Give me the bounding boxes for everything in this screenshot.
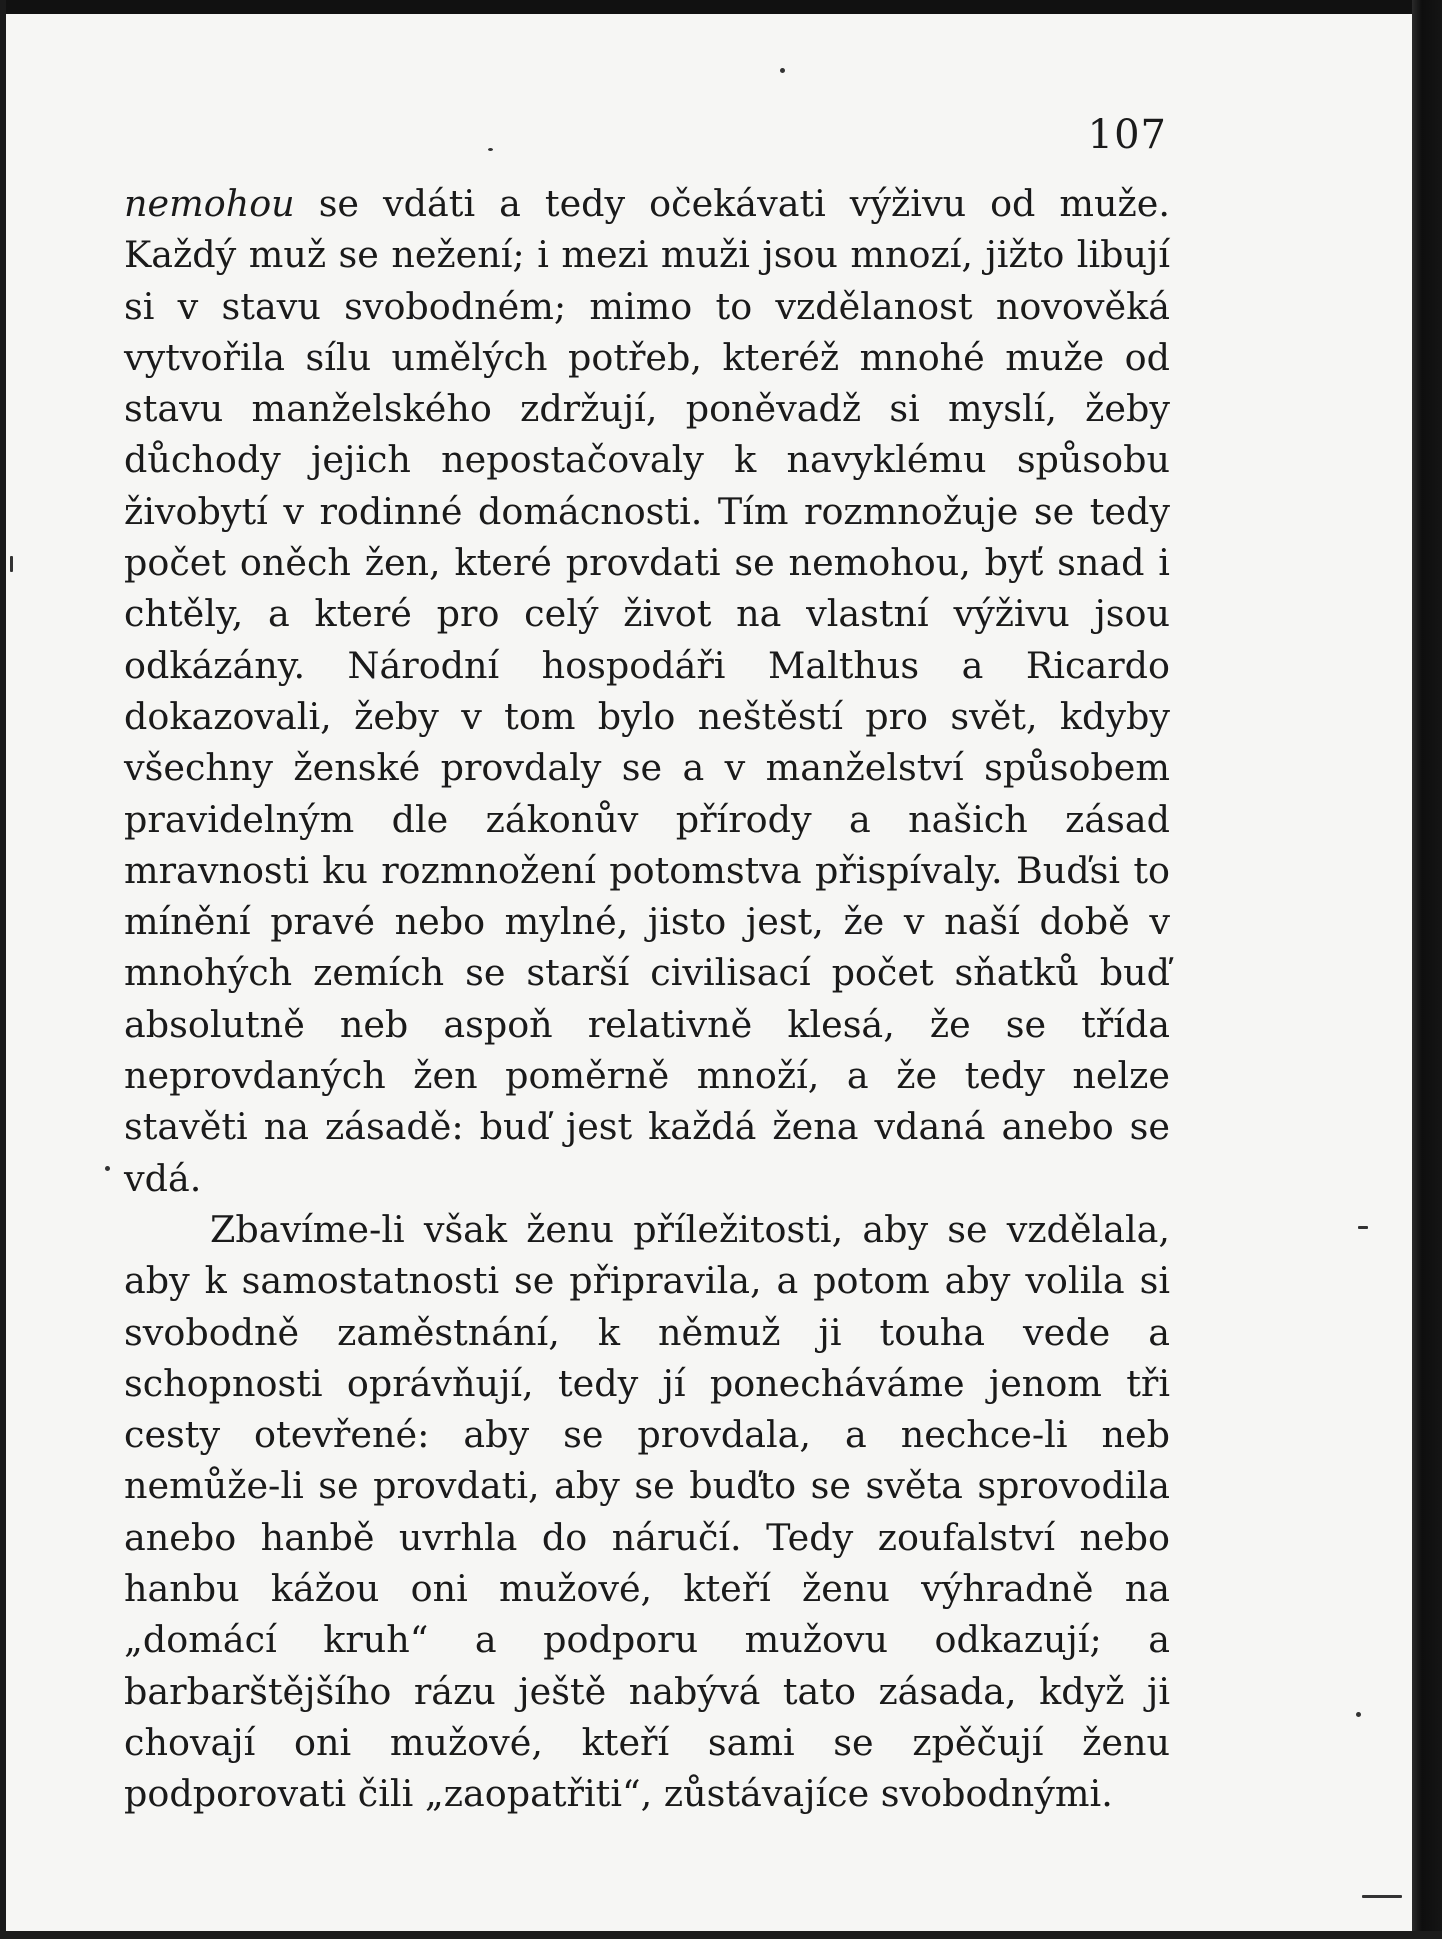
scan-speck [1358, 1226, 1368, 1229]
scan-speck [488, 148, 493, 151]
scan-border-top [0, 0, 1442, 14]
scan-speck [1356, 1712, 1361, 1717]
paragraph-text: Zbavíme-li však ženu příležitosti, aby se vzdělala, aby k samostatnosti se připravila, a potom aby volila si svobodně zaměstnání, k němuž ji touha vede a schopnosti oprávňují, tedy jí ponecháváme jenom tři cesty otevřené: aby se provdala, a nechce-li neb nemůže-li se provdati, aby se buďto se světa sprovodila anebo hanbě uvrhla do náručí. Tedy zoufalství nebo hanbu kážou oni mužové, kteří ženu výhradně na „domácí kruh“ a podporu mužovu odkazují; a barbarštějšího rázu ještě nabývá tato zásada, když ji chovají oni mužové, kteří sami se zpěčují ženu podporovati čili „zaopatřiti“, zůstávajíce svobodnými. [124, 1207, 1170, 1816]
scan-speck [1362, 1895, 1402, 1898]
scan-border-left [0, 0, 6, 1939]
scan-border-right [1412, 0, 1442, 1939]
paragraph-text: se vdáti a tedy očekávati výživu od muže. Každý muž se nežení; i mezi muži jsou mnozí, jižto libují si v stavu svobodném; mimo to vzdělanost novověká vytvořila sílu umělých potřeb, kteréž mnohé muže od stavu manželského zdržují, poněvadž si myslí, žeby důchody jejich nepostačovaly k navyklému spůsobu živobytí v rodinné domácnosti. Tím rozmnožuje se tedy počet oněch žen, které provdati se nemohou, byť snad i chtěly, a které pro celý život na vlastní výživu jsou odkázány. Národní hospodáři Malthus a Ricardo dokazovali, žeby v tom bylo neštěstí pro svět, kdyby všechny ženské provdaly se a v manželství spůsobem pravidelným dle zákonův přírody a našich zásad mravnosti ku rozmnožení potomstva přispívaly. Buďsi to mínění pravé nebo mylné, jisto jest, že v naší době v mnohých zemích se starší civilisací počet sňatků buď absolutně neb aspoň relativně klesá, že se třída neprovdaných žen poměrně množí, a že tedy nelze stavěti na zásadě: buď jest každá žena vdaná anebo se vdá. [124, 182, 1170, 1200]
body-text [124, 178, 1170, 1820]
paragraph [124, 178, 1170, 1204]
italic-lead-word: nemohou [124, 182, 295, 225]
scan-speck [780, 68, 785, 73]
scan-speck [10, 556, 13, 572]
page-number: 107 [1087, 112, 1167, 158]
scan-speck [105, 1166, 110, 1171]
paragraph [124, 1204, 1170, 1820]
scan-border-bottom [0, 1931, 1442, 1939]
